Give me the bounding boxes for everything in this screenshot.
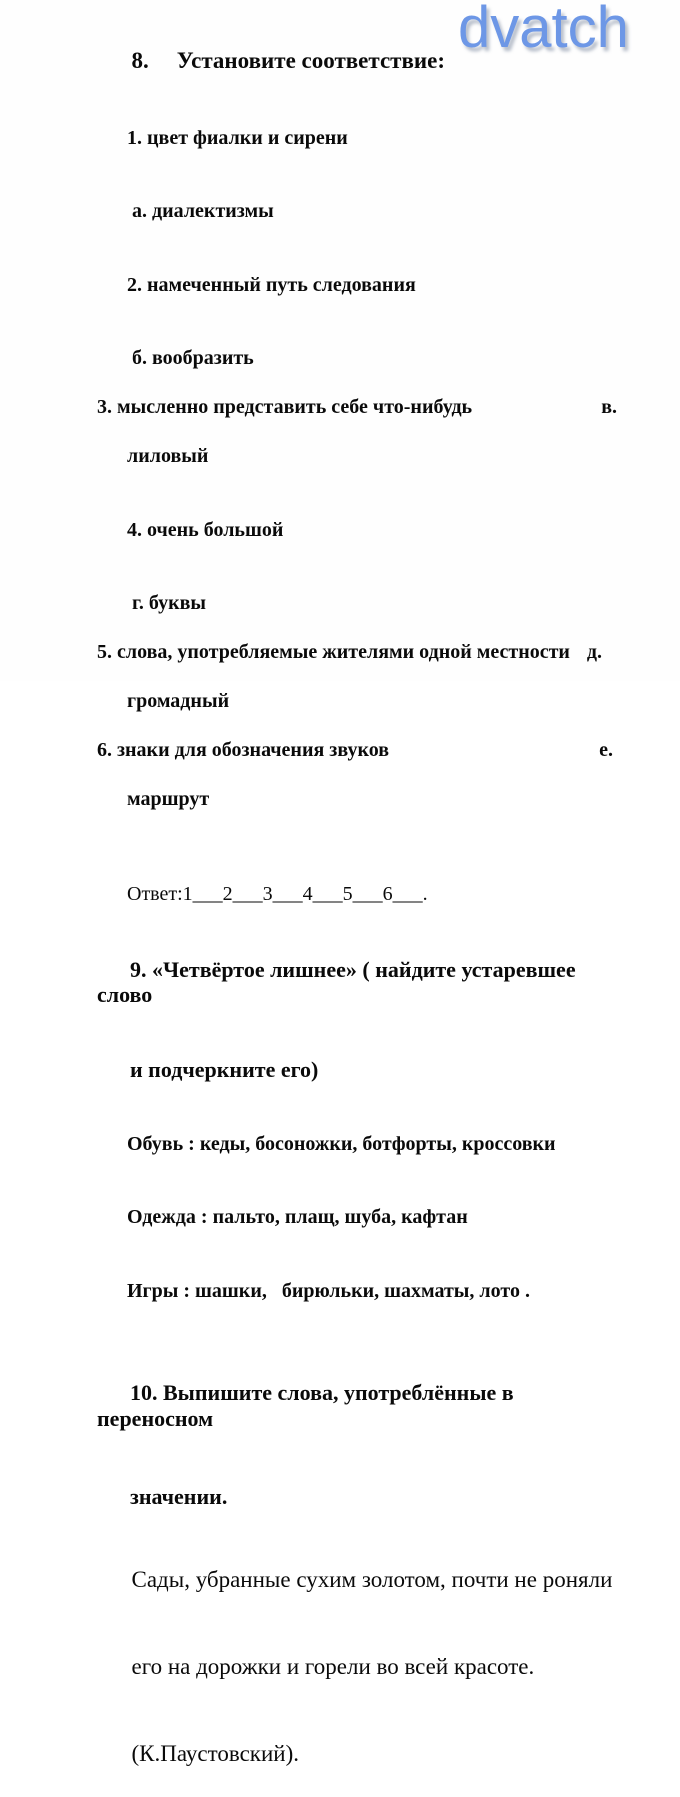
question-8-heading xyxy=(97,20,625,101)
q8-option-v-word: лиловый xyxy=(127,445,209,467)
q10-quote-text2: его на дорожки и горели во всей красоте. xyxy=(131,1653,535,1679)
question-8-title: Установите соответствие: xyxy=(176,48,446,73)
q10-quote-author xyxy=(97,1710,625,1797)
q9-row-clothes xyxy=(97,1181,625,1255)
q9-row-games-text: Игры : шашки, бирюльки, шахматы, лото . xyxy=(127,1279,530,1302)
q8-item-4 xyxy=(97,493,625,567)
q8-option-g xyxy=(97,567,625,641)
q8-option-d-letter: д. xyxy=(586,641,602,663)
q8-item-2 xyxy=(97,248,625,322)
q8-item-3-text: 3. мысленно представить себе что-нибудь xyxy=(97,396,473,418)
q10-quote-line1 xyxy=(97,1536,625,1623)
q8-option-d-wrap xyxy=(97,665,625,739)
q8-option-e-letter: е. xyxy=(599,739,613,761)
watermark-text: dvatch xyxy=(458,0,629,60)
question-10-heading-text1: 10. Выпишите слова, употреблённые в переносном xyxy=(97,1379,520,1431)
question-9-heading-line1 xyxy=(97,932,625,1032)
q9-row-games xyxy=(97,1254,625,1328)
q8-option-d-word: громадный xyxy=(127,690,230,712)
q8-option-b-text: б. вообразить xyxy=(132,347,254,369)
q8-item-5-text: 5. слова, употребляемые жителями одной местности xyxy=(97,641,570,663)
question-10-heading-line2 xyxy=(97,1458,625,1536)
question-9-heading-text1: 9. «Четвёртое лишнее» ( найдите устаревшее слово xyxy=(97,957,582,1007)
q9-row-shoes xyxy=(97,1107,625,1181)
question-9-heading-text2: и подчеркните его) xyxy=(130,1057,319,1082)
q10-quote-text1: Сады, убранные сухим золотом, почти не роняли xyxy=(131,1566,613,1592)
q8-answer-line xyxy=(97,857,625,932)
q8-answer-text: Ответ:1___2___3___4___5___6___. xyxy=(127,883,428,905)
q8-option-a xyxy=(97,175,625,249)
q9-row-clothes-text: Одежда : пальто, плащ, шуба, кафтан xyxy=(127,1206,468,1228)
q8-option-b xyxy=(97,322,625,396)
q8-item-3 xyxy=(97,395,625,420)
question-8-number: 8. xyxy=(131,48,149,73)
q8-option-e-wrap xyxy=(97,763,625,837)
q10-quote-line2 xyxy=(97,1623,625,1710)
question-9-heading-line2 xyxy=(97,1032,625,1107)
q8-item-2-text: 2. намеченный путь следования xyxy=(127,273,416,296)
q9-row-shoes-text: Обувь : кеды, босоножки, ботфорты, кроссовки xyxy=(127,1132,556,1155)
question-10-heading-line1 xyxy=(97,1354,625,1458)
q8-item-4-text: 4. очень большой xyxy=(127,518,284,541)
q8-option-a-text: а. диалектизмы xyxy=(132,200,274,222)
q8-option-v-wrap xyxy=(97,420,625,494)
q10-quote-author-text: (К.Паустовский). xyxy=(131,1740,299,1766)
q8-item-5 xyxy=(97,640,625,665)
q8-item-1-text: 1. цвет фиалки и сирени xyxy=(127,126,348,149)
q8-item-6-text: 6. знаки для обозначения звуков xyxy=(97,739,390,761)
q8-item-6 xyxy=(97,738,625,763)
q8-option-v-letter: в. xyxy=(601,396,617,418)
question-10-heading-text2: значении. xyxy=(130,1483,228,1509)
q8-item-1 xyxy=(97,101,625,175)
q8-option-g-text: г. буквы xyxy=(132,592,207,614)
q8-option-e-word: маршрут xyxy=(127,788,210,810)
